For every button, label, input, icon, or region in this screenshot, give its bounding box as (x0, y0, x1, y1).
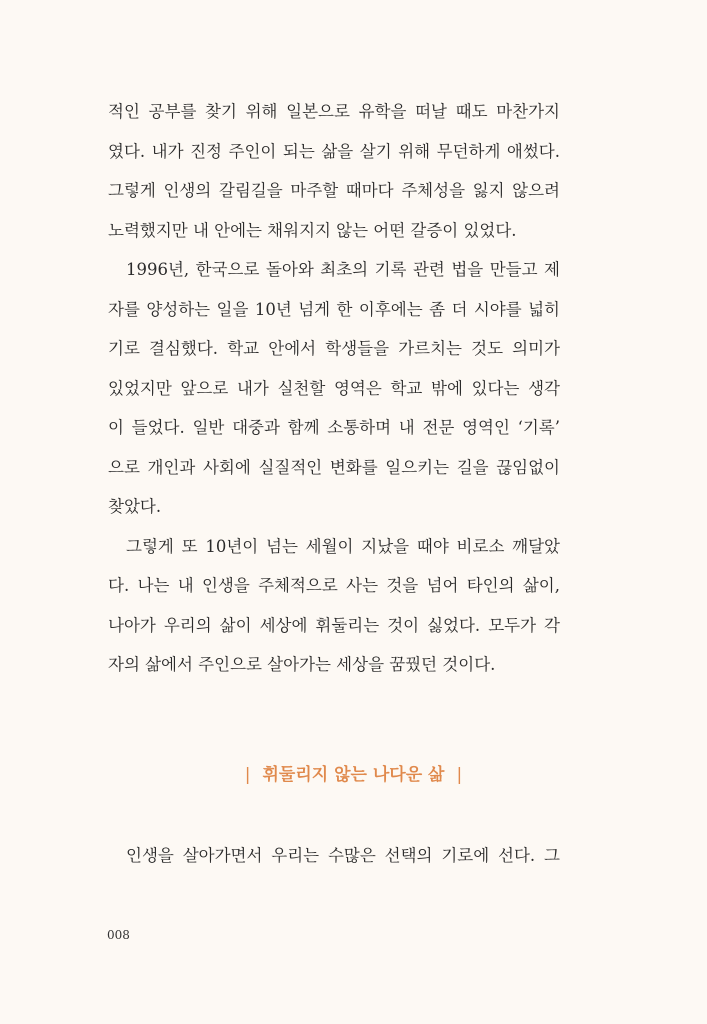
heading-bar-left: | (244, 765, 251, 785)
page-number: 008 (107, 928, 130, 942)
text-line: 으로 개인과 사회에 실질적인 변화를 일으키는 길을 끊임없이 (108, 457, 560, 477)
text-line: 나아가 우리의 삶이 세상에 휘둘리는 것이 싫었다. 모두가 각 (108, 615, 560, 635)
text-line: 그렇게 또 10년이 넘는 세월이 지났을 때야 비로소 깨달았 (126, 536, 560, 556)
section-heading (0, 760, 707, 785)
text-line: 찾았다. (108, 497, 162, 516)
text-line: 자를 양성하는 일을 10년 넘게 한 이후에는 좀 더 시야를 넓히 (108, 299, 560, 319)
text-line: 1996년, 한국으로 돌아와 최초의 기록 관련 법을 만들고 제 (126, 260, 560, 279)
text-line: 그렇게 인생의 갈림길을 마주할 때마다 주체성을 잃지 않으려 (108, 181, 560, 200)
text-line: 자의 삶에서 주인으로 살아가는 세상을 꿈꿨던 것이다. (108, 655, 496, 674)
body-text (108, 92, 560, 685)
text-line: 노력했지만 내 안에는 채워지지 않는 어떤 갈증이 있었다. (108, 220, 517, 240)
text-line: 인생을 살아가면서 우리는 수많은 선택의 기로에 선다. 그 (126, 846, 560, 865)
text-line: 있었지만 앞으로 내가 실천할 영역은 학교 밖에 있다는 생각 (108, 378, 560, 398)
text-line: 이 들었다. 일반 대중과 함께 소통하며 내 전문 영역인 ‘기록’ (108, 418, 560, 437)
heading-bar-right: | (456, 765, 463, 785)
section-title: 휘둘리지 않는 나다운 삶 (262, 765, 445, 785)
text-line: 였다. 내가 진정 주인이 되는 삶을 살기 위해 무던하게 애썼다. (108, 141, 560, 161)
text-line: 기로 결심했다. 학교 안에서 학생들을 가르치는 것도 의미가 (108, 339, 560, 358)
text-line: 다. 나는 내 인생을 주체적으로 사는 것을 넘어 타인의 삶이, (108, 576, 560, 595)
text-line: 적인 공부를 찾기 위해 일본으로 유학을 떠날 때도 마찬가지 (108, 102, 560, 121)
section-body (108, 836, 560, 876)
